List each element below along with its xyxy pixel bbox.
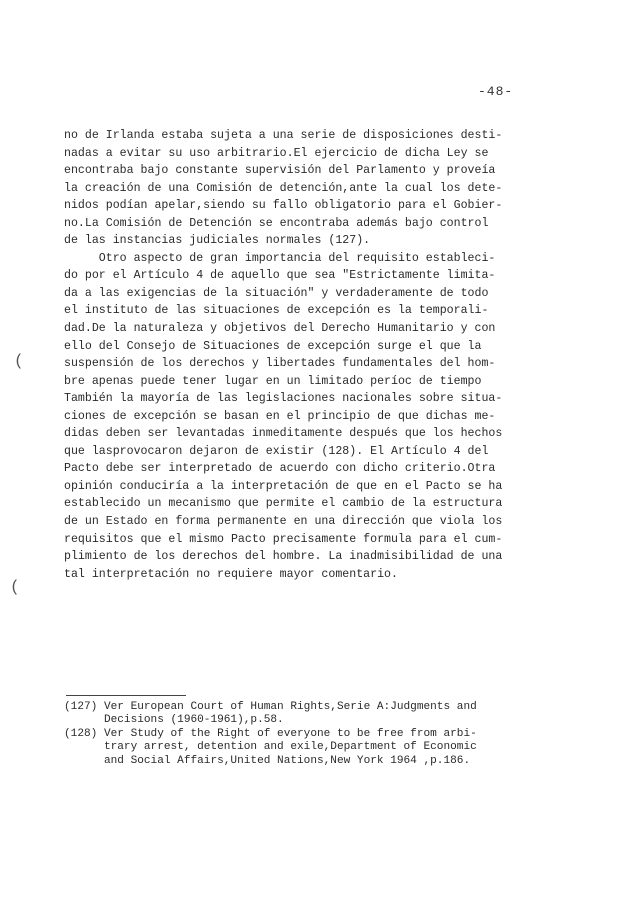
body-line: do por el Artículo 4 de aquello que sea "Estrictamente limita- [64,269,496,283]
body-line: que lasprovocaron dejaron de existir (128). El Artículo 4 del [64,444,489,458]
body-line: ciones de excepción se basan en el principio de que dichas me- [64,409,496,423]
footnote-line: and Social Affairs,United Nations,New York 1964 ,p.186. [64,754,471,767]
body-line: Pacto debe ser interpretado de acuerdo con dicho criterio.Otra [64,462,496,476]
footnotes [64,701,564,768]
body-line: de las instancias judiciales normales (127). [64,234,371,248]
body-line: suspensión de los derechos y libertades fundamentales del hom- [64,357,496,371]
footnote-line: trary arrest, detention and exile,Department of Economic [64,741,477,754]
body-line: nadas a evitar su uso arbitrario.El ejercicio de dicha Ley se [64,146,489,160]
body-text [64,127,554,583]
footnote-line: (128) Ver Study of the Right of everyone to be free from arbi- [64,727,477,740]
page-number: -48- [478,84,514,99]
footnote-line: Decisions (1960-1961),p.58. [64,714,284,727]
body-line: encontraba bajo constante supervisión del Parlamento y proveía [64,164,496,178]
body-line: tal interpretación no requiere mayor comentario. [64,567,398,581]
body-line: bre apenas puede tener lugar en un limitado períoc de tiempo [64,374,482,388]
body-line: establecido un mecanismo que permite el cambio de la estructura [64,497,503,511]
body-line: la creación de una Comisión de detención,ante la cual los dete- [64,181,503,195]
margin-mark: ( [10,578,20,596]
footnote-line: (127) Ver European Court of Human Rights,Serie A:Judgments and [64,701,477,713]
margin-mark: ( [14,352,24,370]
body-line: plimiento de los derechos del hombre. La inadmisibilidad de una [64,550,503,564]
footnote-divider [66,695,186,696]
body-line: de un Estado en forma permanente en una dirección que viola los [64,515,503,529]
body-line: no.La Comisión de Detención se encontraba además bajo control [64,216,489,230]
body-line: nidos podían apelar,siendo su fallo obligatorio para el Gobier- [64,199,503,213]
body-line: También la mayoría de las legislaciones nacionales sobre situa- [64,392,503,406]
body-line: ello del Consejo de Situaciones de excepción surge el que la [64,339,482,353]
body-line: el instituto de las situaciones de excepción es la temporali- [64,304,489,318]
body-line: Otro aspecto de gran importancia del requisito estableci- [64,251,496,265]
body-line: opinión conduciría a la interpretación de que en el Pacto se ha [64,479,503,493]
body-line: da a las exigencias de la situación" y verdaderamente de todo [64,286,489,300]
body-line: no de Irlanda estaba sujeta a una serie de disposiciones desti- [64,129,503,142]
body-line: didas deben ser levantadas inmeditamente después que los hechos [64,427,503,441]
body-line: dad.De la naturaleza y objetivos del Derecho Humanitario y con [64,322,496,336]
body-line: requisitos que el mismo Pacto precisamente formula para el cum- [64,532,503,546]
